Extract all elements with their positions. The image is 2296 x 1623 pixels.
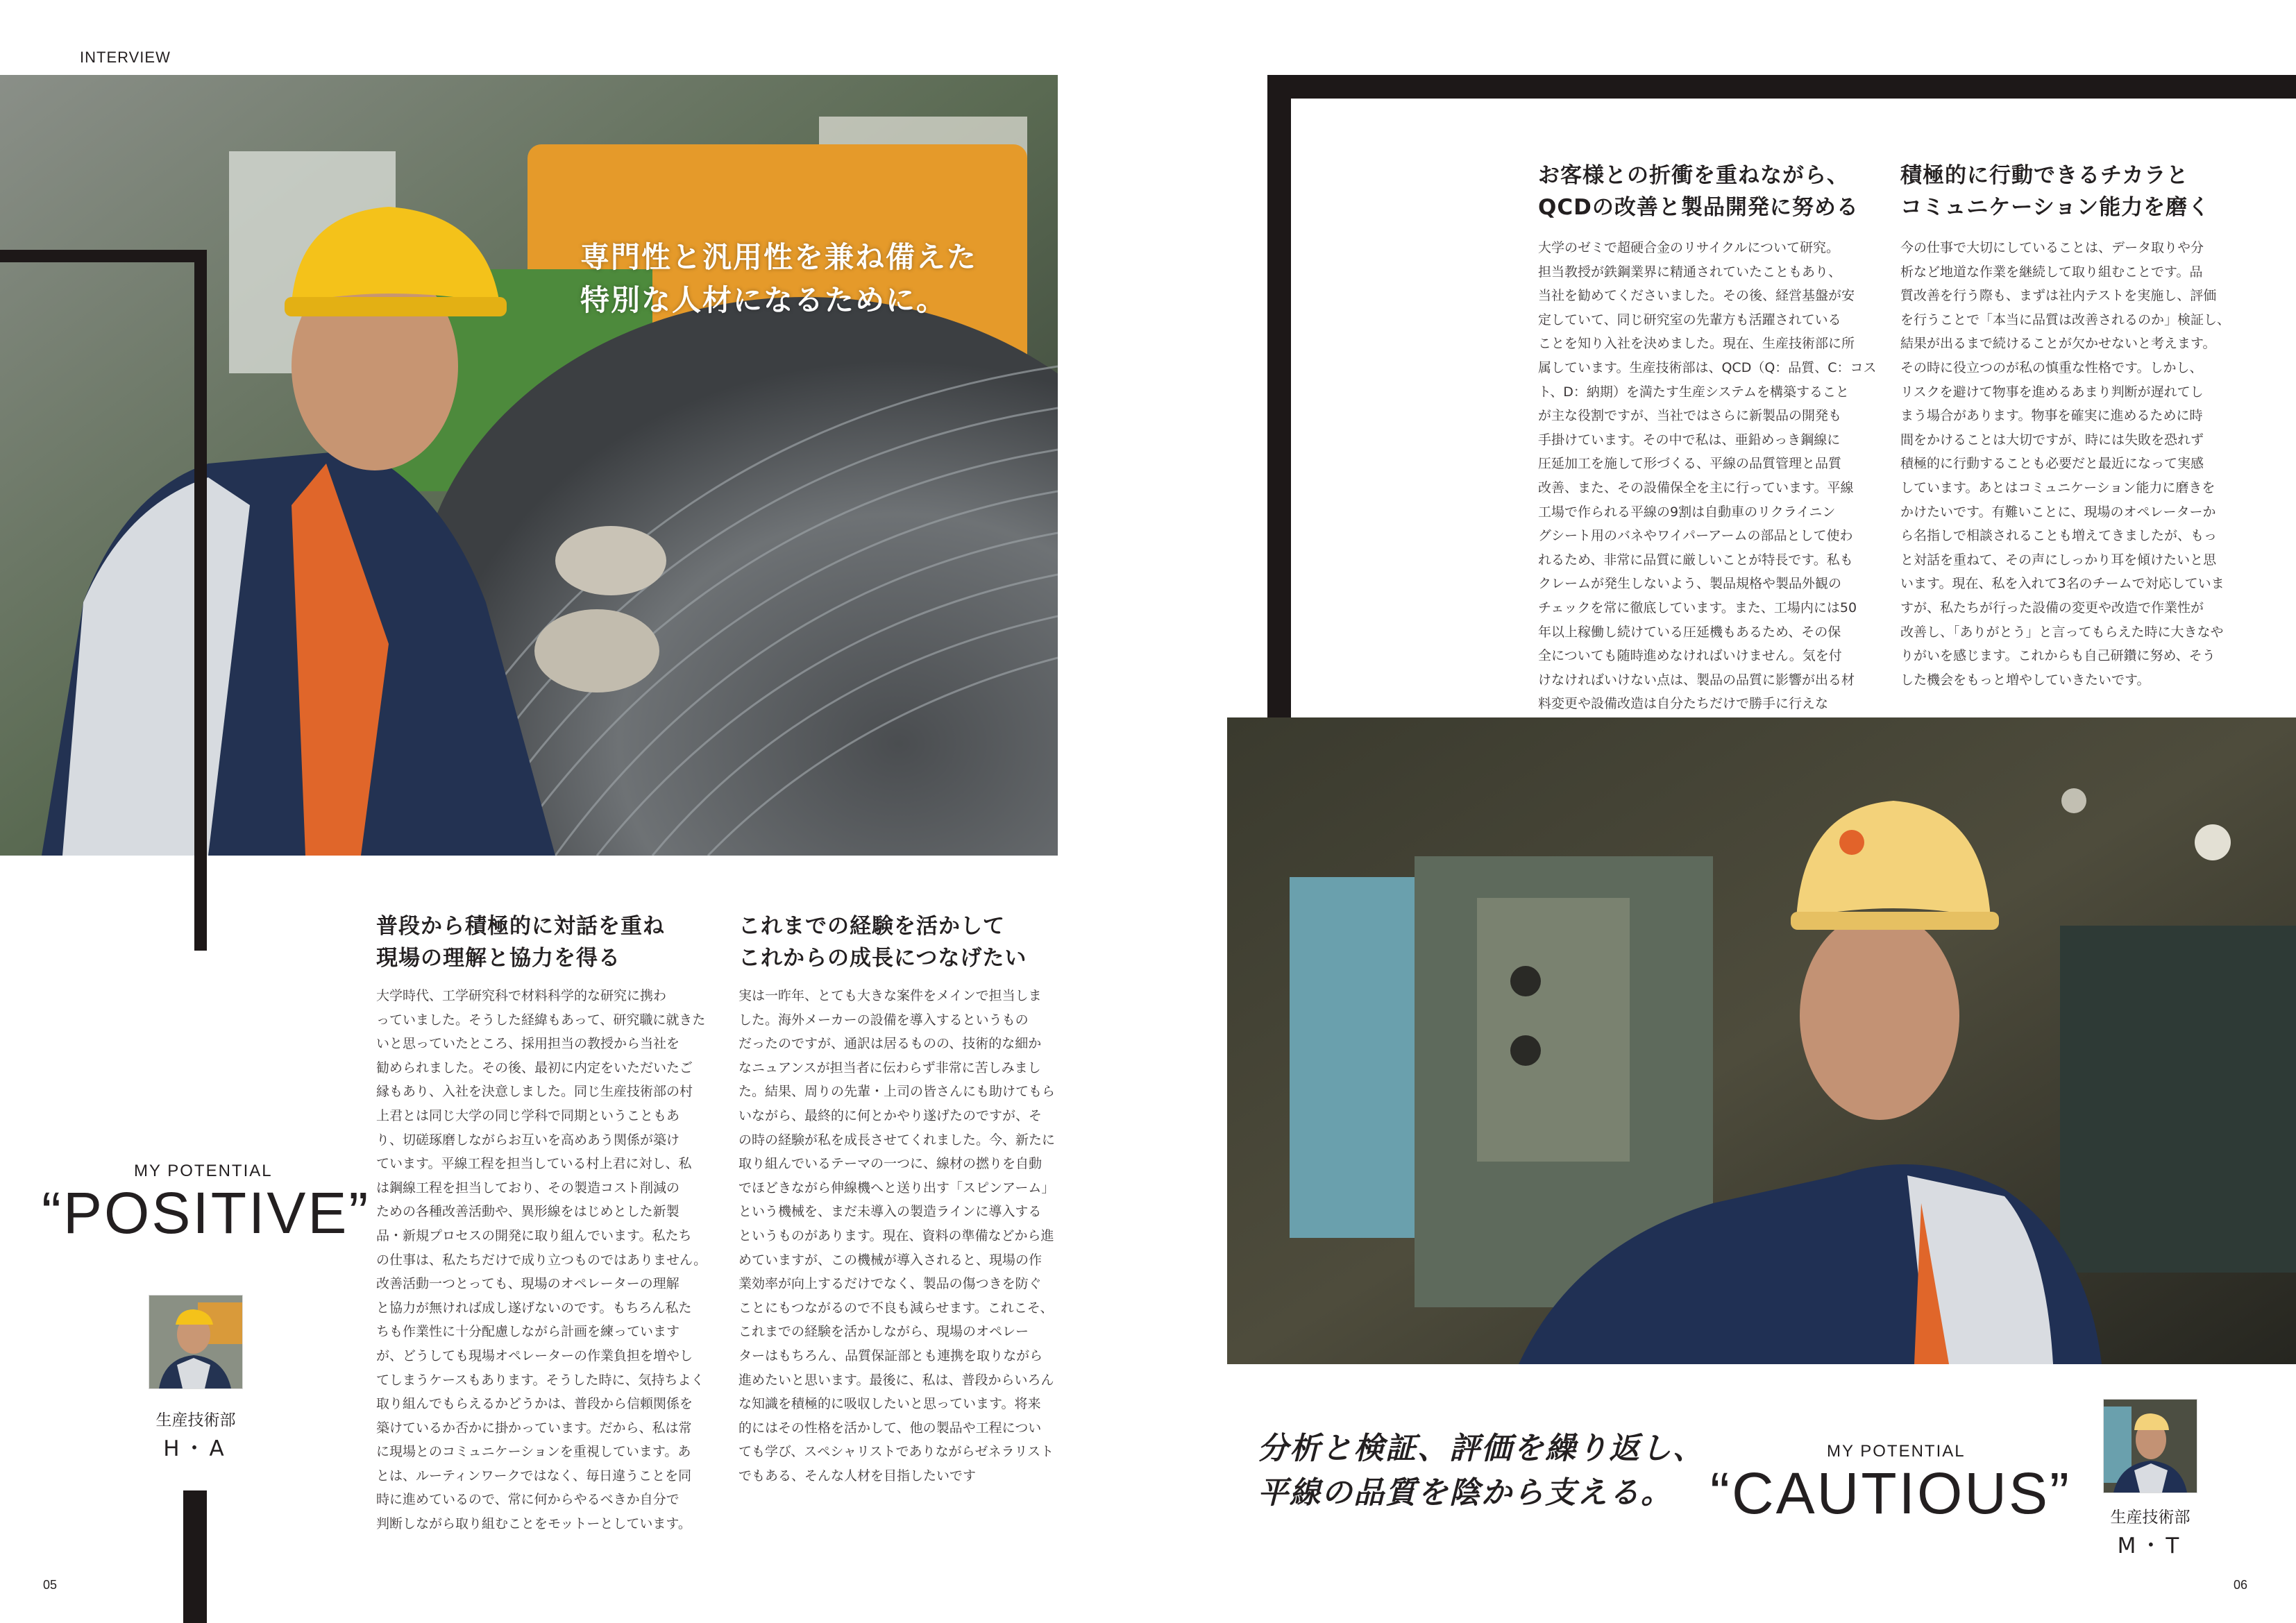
- body-line: ています。平線工程を担当している村上君に対し、私: [376, 1156, 692, 1172]
- section-label: INTERVIEW: [80, 49, 171, 66]
- potential-word-cautious: “CAUTIOUS”: [1710, 1461, 2071, 1526]
- heading-line: QCDの改善と製品開発に努める: [1538, 195, 1859, 220]
- body-line: 時に進めているので、常に何からやるべきか自分で: [376, 1492, 679, 1508]
- body-line: 業効率が向上するだけでなく、製品の傷つきを防ぐ: [738, 1276, 1042, 1292]
- body-line: 析など地道な作業を継続して取り組むことです。品: [1900, 264, 2203, 280]
- body-line: 定していて、同じ研究室の先輩方も活躍されている: [1538, 312, 1841, 328]
- left-col2-body: [738, 984, 1055, 1488]
- body-line: 勧められました。その後、最初に内定をいただいたご: [376, 1060, 693, 1076]
- body-line: に現場とのコミュニケーションを重視しています。あ: [376, 1444, 691, 1460]
- right-col2-heading: [1900, 160, 2210, 223]
- potential-word-positive: “POSITIVE”: [42, 1180, 371, 1246]
- body-line: っていました。そうした経緯もあって、研究職に就きた: [376, 1012, 706, 1028]
- body-line: 大学時代、工学研究科で材料科学的な研究に携わ: [376, 988, 667, 1003]
- person-dept-left: 生産技術部: [155, 1411, 236, 1429]
- catch-copy: [1258, 1427, 1705, 1515]
- heading-line: 積極的に行動できるチカラと: [1900, 163, 2189, 188]
- body-line: まう場合があります。物事を確実に進めるために時: [1900, 408, 2203, 424]
- body-line: を行うことで「本当に品質は改善されるのか」検証し、: [1900, 312, 2231, 328]
- body-line: 取り組んでもらえるかどうかは、普段から信頼関係を: [376, 1396, 693, 1412]
- body-line: 年以上稼働し続けている圧延機もあるため、その保: [1538, 624, 1841, 640]
- heading-line: これまでの経験を活かして: [738, 914, 1005, 939]
- body-line: 今の仕事で大切にしていることは、データ取りや分: [1900, 240, 2204, 255]
- body-line: 工場で作られる平線の9割は自動車のリクライニン: [1538, 504, 1836, 520]
- heading-line: これからの成長につなげたい: [738, 946, 1027, 971]
- body-line: ための各種改善活動や、異形線をはじめとした新製: [376, 1204, 679, 1220]
- right-col1-body: [1538, 236, 1877, 788]
- body-line: ちも作業性に十分配慮しながら計画を練っています: [376, 1324, 680, 1340]
- body-line: 品・新規プロセスの開発に取り組んでいます。私たち: [376, 1227, 692, 1243]
- frame-line-top-left: [0, 250, 207, 262]
- body-line: 料変更や設備改造は自分たちだけで勝手に行えな: [1538, 696, 1829, 712]
- body-line: 進めたいと思います。最後に、私は、普段からいろん: [738, 1372, 1054, 1388]
- body-line: 圧延加工を施して形づくる、平線の品質管理と品質: [1538, 456, 1842, 472]
- catch-line-1: 分析と検証、評価を繰り返し、: [1258, 1431, 1705, 1466]
- caption-line-2: 特別な人材になるために。: [580, 283, 947, 317]
- body-line: グシート用のバネやワイパーアームの部品として使わ: [1538, 528, 1853, 544]
- person-dept-right: 生産技術部: [2110, 1509, 2191, 1527]
- person-initials-left: H・A: [163, 1436, 228, 1461]
- body-line: しています。あとはコミュニケーション能力に磨きを: [1900, 479, 2215, 495]
- person-initials-right: M・T: [2117, 1533, 2184, 1558]
- body-line: が主な役割ですが、当社ではさらに新製品の開発も: [1538, 408, 1842, 424]
- body-line: 実は一昨年、とても大きな案件をメインで担当しま: [738, 988, 1042, 1003]
- left-col2-heading: [738, 910, 1027, 974]
- body-line: 上君とは同じ大学の同じ学科で同期ということもあ: [376, 1107, 680, 1123]
- body-line: 手掛けています。その中で私は、亜鉛めっき鋼線に: [1538, 432, 1841, 448]
- body-line: なニュアンスが担当者に伝わらず非常に苦しみまし: [738, 1060, 1041, 1076]
- body-line: すが、私たちが行った設備の変更や改造で作業性が: [1900, 600, 2204, 615]
- heading-line: 現場の理解と協力を得る: [376, 946, 621, 971]
- body-line: した機会をもっと増やしていきたいです。: [1900, 672, 2150, 688]
- body-line: 担当教授が鉄鋼業界に精通されていたこともあり、: [1538, 264, 1842, 280]
- body-line: の仕事は、私たちだけで成り立つものではありません。: [376, 1252, 707, 1268]
- caption-line-1: 専門性と汎用性を兼ね備えた: [580, 240, 978, 274]
- left-col1-heading: [376, 910, 665, 974]
- body-line: の時の経験が私を成長させてくれました。今、新たに: [738, 1132, 1056, 1148]
- right-col2-body: [1900, 236, 2230, 692]
- body-line: 間をかけることは大切ですが、時には失敗を恐れず: [1900, 432, 2204, 448]
- body-line: 的にはその性格を活かして、他の製品や工程につい: [738, 1420, 1042, 1436]
- body-line: めていますが、この機械が導入されると、現場の作: [738, 1252, 1043, 1268]
- body-line: けなければいけない点は、製品の品質に影響が出る材: [1538, 672, 1855, 688]
- body-line: りがいを感じます。これからも自己研鑽に努め、そう: [1900, 648, 2215, 664]
- body-line: ことにもつながるので不良も減らせます。これこそ、: [738, 1300, 1054, 1316]
- body-line: という機械を、まだ未導入の製造ラインに導入する: [738, 1204, 1042, 1220]
- body-line: と対話を重ねて、その声にしっかり耳を傾けたいと思: [1900, 552, 2217, 568]
- worker-photo-right: [1227, 717, 2296, 1364]
- worker-photo-left: [0, 75, 1058, 856]
- frame-line-bottom-left: [183, 1490, 207, 1623]
- catch-line-2: 平線の品質を陰から支える。: [1258, 1475, 1673, 1511]
- body-line: り、切磋琢磨しながらお互いを高めあう関係が築け: [376, 1132, 680, 1148]
- body-line: 全についても随時進めなければいけません。気を付: [1538, 648, 1842, 664]
- body-line: かけたいです。有難いことに、現場のオペレーターか: [1900, 504, 2216, 520]
- body-line: 積極的に行動することも必要だと最近になって実感: [1900, 456, 2204, 472]
- my-potential-label: MY POTENTIAL: [1827, 1442, 1966, 1461]
- body-line: チェックを常に徹底しています。また、工場内には50: [1538, 600, 1857, 615]
- photo-caption: [580, 236, 977, 322]
- body-line: これまでの経験を活かしながら、現場のオペレー: [738, 1324, 1029, 1340]
- body-line: した。海外メーカーの設備を導入するというもの: [738, 1012, 1029, 1028]
- body-line: ら名指しで相談されることも増えてきましたが、もっ: [1900, 528, 2218, 544]
- body-line: れるため、非常に品質に厳しいことが特長です。私も: [1538, 552, 1853, 568]
- body-line: 築けているか否かに掛かっています。だから、私は常: [376, 1420, 692, 1436]
- body-line: ことを知り入社を決めました。現在、生産技術部に所: [1538, 336, 1855, 352]
- body-line: いながら、最終的に何とかやり遂げたのですが、そ: [738, 1107, 1043, 1123]
- body-line: 改善、また、その設備保全を主に行っています。平線: [1538, 479, 1854, 495]
- body-line: というものがあります。現在、資料の準備などから進: [738, 1227, 1054, 1243]
- heading-line: 普段から積極的に対話を重ね: [376, 914, 665, 939]
- body-line: 結果が出るまで続けることが欠かせないと考えます。: [1900, 336, 2216, 352]
- body-line: な知識を積極的に吸収したいと思っています。将来: [738, 1396, 1041, 1412]
- heading-line: お客様との折衝を重ねながら、: [1538, 163, 1849, 188]
- page-number-left: 05: [43, 1578, 58, 1592]
- body-line: 質改善を行う際も、まずは社内テストを実施し、評価: [1900, 288, 2217, 304]
- body-line: でもある、そんな人材を目指したいです: [738, 1468, 977, 1484]
- body-line: 大学のゼミで超硬合金のリサイクルについて研究。: [1538, 240, 1839, 255]
- body-line: た。結果、周りの先輩・上司の皆さんにも助けてもら: [738, 1084, 1056, 1100]
- body-line: てしまうケースもあります。そうした時に、気持ちよく: [376, 1372, 704, 1388]
- frame-line-vertical-left: [194, 250, 207, 951]
- body-line: 改善活動一つとっても、現場のオペレーターの理解: [376, 1276, 679, 1292]
- body-line: は鋼線工程を担当しており、その製造コスト削減の: [376, 1180, 680, 1196]
- body-line: とは、ルーティンワークではなく、毎日違うことを同: [376, 1468, 692, 1484]
- avatar-mt: [2103, 1399, 2197, 1493]
- body-line: 縁もあり、入社を決意しました。同じ生産技術部の村: [376, 1084, 693, 1100]
- body-line: 当社を勧めてくださいました。その後、経営基盤が安: [1538, 288, 1855, 304]
- body-line: ト、D：納期）を満たす生産システムを構築すること: [1538, 384, 1850, 400]
- body-line: 取り組んでいるテーマの一つに、線材の撚りを自動: [738, 1156, 1043, 1172]
- frame-line-top-right: [1267, 75, 2296, 99]
- frame-line-vertical-right: [1267, 75, 1291, 719]
- body-line: ターはもちろん、品質保証部とも連携を取りながら: [738, 1348, 1043, 1363]
- avatar-ha: [149, 1295, 243, 1389]
- body-line: と協力が無ければ成し遂げないのです。もちろん私た: [376, 1300, 692, 1316]
- body-line: 改善し、「ありがとう」と言ってもらえた時に大きなや: [1900, 624, 2224, 640]
- body-line: その時に役立つのが私の慎重な性格です。しかし、: [1900, 359, 2203, 375]
- body-line: 判断しながら取り組むことをモットーとしています。: [376, 1516, 691, 1532]
- body-line: でほどきながら伸線機へと送り出す「スピンアーム」: [738, 1180, 1055, 1196]
- right-col1-heading: [1538, 160, 1859, 223]
- body-line: います。現在、私を入れて3名のチームで対応していま: [1900, 576, 2225, 592]
- body-line: いと思っていたところ、採用担当の教授から当社を: [376, 1036, 680, 1052]
- heading-line: コミュニケーション能力を磨く: [1900, 195, 2211, 220]
- body-line: クレームが発生しないよう、製品規格や製品外観の: [1538, 576, 1842, 592]
- left-col1-body: [376, 984, 707, 1536]
- body-line: が、どうしても現場オペレーターの作業負担を増やし: [376, 1348, 693, 1363]
- my-potential-label: MY POTENTIAL: [134, 1162, 273, 1180]
- body-line: リスクを避けて物事を進めるあまり判断が遅れてし: [1900, 384, 2204, 400]
- body-line: ても学び、スペシャリストでありながらゼネラリスト: [738, 1444, 1054, 1460]
- body-line: 属しています。生産技術部は、QCD（Q：品質、C：コス: [1538, 359, 1877, 375]
- page-number-right: 06: [2234, 1578, 2248, 1592]
- body-line: だったのですが、通訳は居るものの、技術的な細か: [738, 1036, 1042, 1052]
